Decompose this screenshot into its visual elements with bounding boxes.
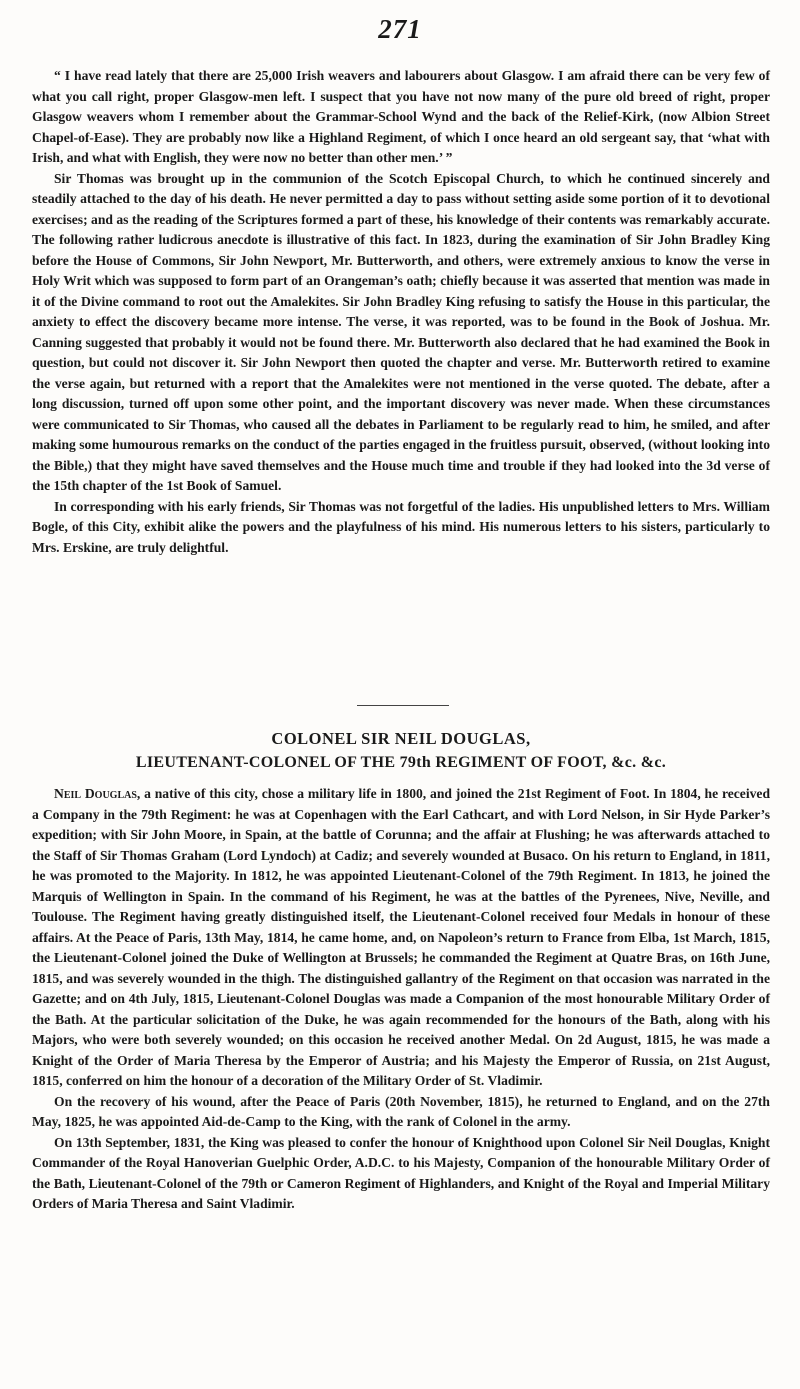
quoted-letter-paragraph: “ I have read lately that there are 25,000 Irish weavers and labourers about Glasgow. I am afraid there can be very few of what you call right, proper Glasgow-men left. I suspect that you have not now many of the pure old breed of right, proper Glasgow weavers whom I remember about the Grammar-School Wynd and the back of the Relief-Kirk, (now Albion Street Chapel-of-Ease). They are probably now like a Highland Regiment, of which I once heard an old sergeant say, that ‘what with Irish, and what with English, they were now no better than other men.’ ”	[32, 68, 770, 165]
recovery-paragraph: On the recovery of his wound, after the Peace of Paris (20th November, 1815), he returned to England, and on the 27th May, 1825, he was appointed Aid-de-Camp to the King, with the rank of Colonel in the army.	[32, 1093, 770, 1129]
page-number: 271	[378, 14, 422, 44]
section-divider	[357, 705, 449, 706]
biography-title: COLONEL SIR NEIL DOUGLAS,	[271, 729, 531, 748]
section-letter-and-anecdote	[32, 66, 770, 558]
knighthood-paragraph: On 13th September, 1831, the King was pleased to confer the honour of Knighthood upon Colonel Sir Neil Douglas, Knight Commander of the Royal Hanoverian Guelphic Order, A.D.C. to his Majesty, Companion of the honourable Military Order of the Bath, Lieutenant-Colonel of the 79th or Cameron Regiment of Highlanders, and Knight of the Royal and Imperial Military Orders of Maria Theresa and Saint Vladimir.	[32, 1134, 770, 1211]
episcopal-anecdote-paragraph: Sir Thomas was brought up in the communion of the Scotch Episcopal Church, to which he continued sincerely and steadily attached to the day of his death. He never permitted a day to pass without setting aside some portion of it to devotional exercises; and as the reading of the Scriptures formed a part of these, his knowledge of their contents was remarkably accurate. The following rather ludicrous anecdote is illustrative of this fact. In 1823, during the examination of Sir John Bradley King before the House of Commons, Sir John Newport, Mr. Butterworth, and others, were extremely anxious to know the verse in Holy Writ which was supposed to form part of an Orangeman’s oath; chiefly because it was asserted that mention was made in it of the Divine command to root out the Amalekites. Sir John Bradley King refusing to satisfy the House in this particular, the anxiety to effect the discovery became more intense. The verse, it was reported, was to be found in the Book of Joshua. Mr. Canning suggested that probably it would not be found there. Mr. Butterworth also declared that he had examined the Book in question, but could not discover it. Sir John Newport then quoted the chapter and verse. Mr. Butterworth retired to examine the verse again, but returned with a report that the Amalekites were not mentioned in the verse quoted. The debate, after a long discussion, turned off upon some other point, and the important discovery was never made. When these circumstances were communicated to Sir Thomas, who caused all the debates in Parliament to be regularly read to him, he smiled, and after making some humourous remarks on the conduct of the parties engaged in the fruitless pursuit, observed, (without looking into the Bible,) that they might have saved themselves and the House much time and trouble if they had looked into the 3d verse of the 15th chapter of the 1st Book of Samuel.	[32, 170, 770, 493]
lead-name: Neil Douglas	[54, 786, 137, 801]
correspondence-paragraph: In corresponding with his early friends, Sir Thomas was not forgetful of the ladies. His unpublished letters to Mrs. William Bogle, of this City, exhibit alike the powers and the playfulness of his mind. His numerous letters to his sisters, particularly to Mrs. Erskine, are truly delightful.	[32, 498, 770, 555]
career-paragraph	[32, 784, 770, 1092]
biography-subtitle: LIEUTENANT-COLONEL OF THE 79th REGIMENT OF FOOT, &c. &c.	[135, 754, 667, 771]
section-neil-douglas	[32, 728, 770, 1215]
career-paragraph-text: , a native of this city, chose a military life in 1800, and joined the 21st Regiment of Foot. In 1804, he received a Company in the 79th Regiment: he was at Copenhagen with the Earl Cathcart, and with Lord Nelson, in Sir Hyde Parker’s expedition; with Sir John Moore, in Spain, at the battle of Corunna; and the affair at Flushing; he was afterwards attached to the Staff of Sir Thomas Graham (Lord Lyndoch) at Cadiz; and severely wounded at Busaco. On his return to England, in 1811, he was promoted to the Majority. In 1812, he was appointed Lieutenant-Colonel of the 79th Regiment. In 1813, he joined the Marquis of Wellington in Spain. In the command of his Regiment, he was at the battles of the Pyrenees, Nive, Neville, and Toulouse. The Regiment having greatly distinguished itself, the Lieutenant-Colonel received four Medals in honour of these affairs. At the Peace of Paris, 13th May, 1814, he came home, and, on Napoleon’s return to France from Elba, 1st March, 1815, the Lieutenant-Colonel joined the Duke of Wellington at Brussels; he commanded the Regiment at Quatre Bras, on 16th June, 1815, and was severely wounded in the thigh. The distinguished gallantry of the Regiment on that occasion was narrated in the Gazette; and on 4th July, 1815, Lieutenant-Colonel Douglas was made a Companion of the most honourable Military Order of the Bath. At the particular solicitation of the Duke, he was again recommended for the honours of the Bath, along with his Majors, who were both severely wounded; on this occasion he received another Medal. On 2d August, 1815, he was made a Knight of the Order of Maria Theresa by the Emperor of Austria; and his Majesty the Emperor of Russia, on 21st August, 1815, conferred on him the honour of a decoration of the Military Order of St. Vladimir.	[32, 786, 771, 1088]
